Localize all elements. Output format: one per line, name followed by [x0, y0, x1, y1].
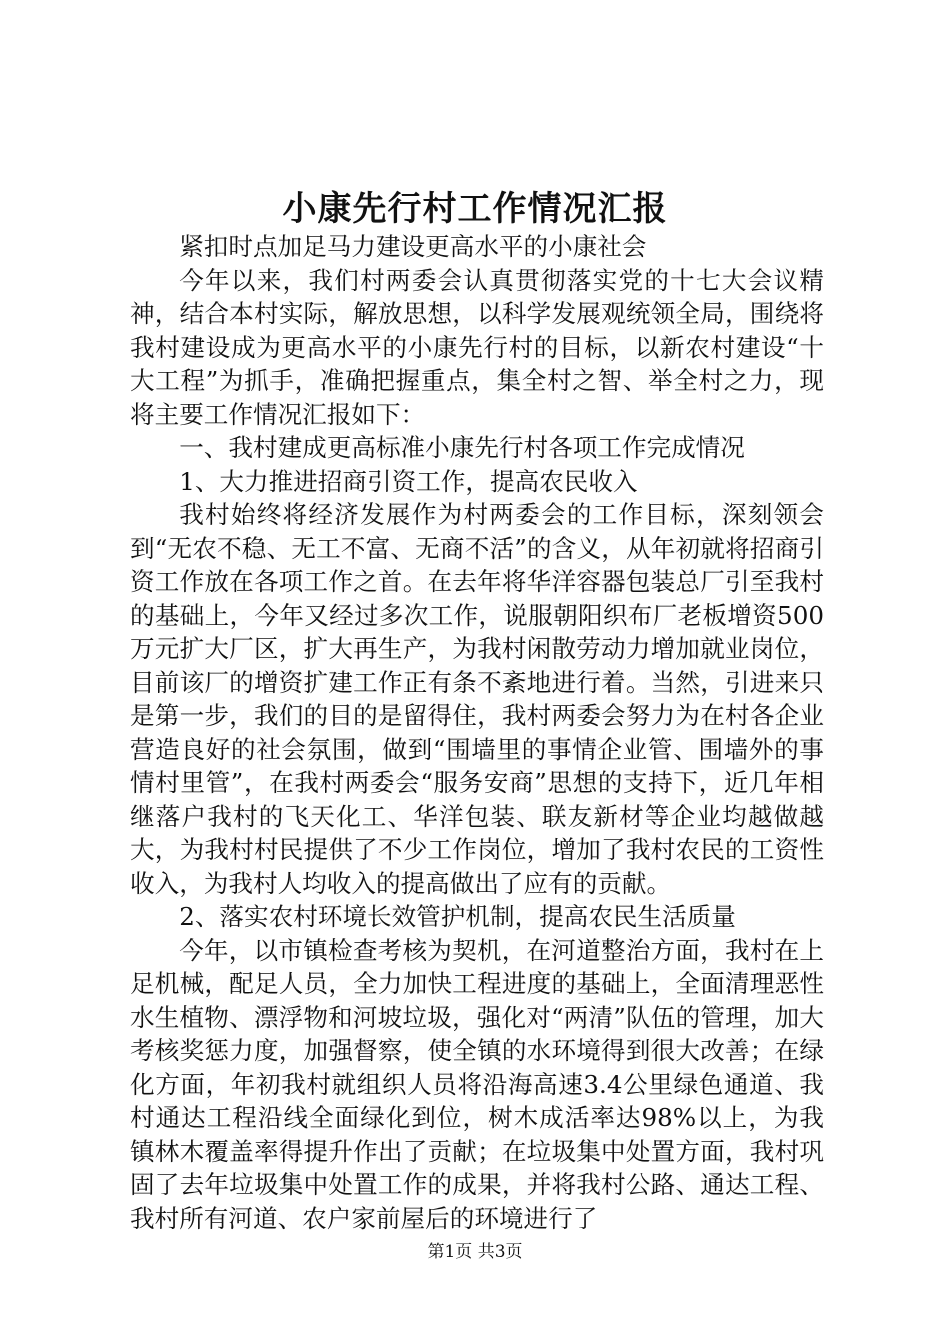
body-paragraph-2: 今年，以市镇检查考核为契机，在河道整治方面，我村在上足机械，配足人员，全力加快工程进度的基础上，全面清理恶性水生植物、漂浮物和河坡垃圾，强化对“两清”队伍的管理，加大考核奖惩力度，加强督察，使全镇的水环境得到很大改善；在绿化方面，年初我村就组织人员将沿海高速3.4公里绿色通道、我村通达工程沿线全面绿化到位，树木成活率达98%以上，为我镇林木覆盖率得提升作出了贡献；在垃圾集中处置方面，我村巩固了去年垃圾集中处置工作的成果，并将我村公路、通达工程、我村所有河道、农户家前屋后的环境进行了	[130, 935, 824, 1233]
intro-paragraph: 今年以来，我们村两委会认真贯彻落实党的十七大会议精神，结合本村实际，解放思想，以科学发展观统领全局，围绕将我村建设成为更高水平的小康先行村的目标，以新农村建设“十大工程”为抓手，准确把握重点，集全村之智、举全村之力，现将主要工作情况汇报如下：	[130, 265, 824, 429]
subtitle-paragraph: 紧扣时点加足马力建设更高水平的小康社会	[179, 232, 647, 261]
document-body	[130, 230, 824, 1235]
document-title: 小康先行村工作情况汇报	[282, 189, 668, 229]
subsection-heading-1: 1、大力推进招商引资工作，提高农民收入	[179, 466, 638, 496]
section-heading-1: 一、我村建成更高标准小康先行村各项工作完成情况	[179, 433, 745, 462]
subsection-heading-2: 2、落实农村环境长效管护机制，提高农民生活质量	[179, 902, 736, 931]
body-paragraph-1: 我村始终将经济发展作为村两委会的工作目标，深刻领会到“无农不稳、无工不富、无商不活”的含义，从年初就将招商引资工作放在各项工作之首。在去年将华洋容器包装总厂引至我村的基础上，今年又经过多次工作，说服朝阳织布厂老板增资500万元扩大厂区，扩大再生产，为我村闲散劳动力增加就业岗位，目前该厂的增资扩建工作正有条不紊地进行着。当然，引进来只是第一步，我们的目的是留得住，我村两委会努力为在村各企业营造良好的社会氛围，做到“围墙里的事情企业管、围墙外的事情村里管”，在我村两委会“服务安商”思想的支持下，近几年相继落户我村的飞天化工、华洋包装、联友新材等企业均越做越大，为我村村民提供了不少工作岗位，增加了我村农民的工资性收入，为我村人均收入的提高做出了应有的贡献。	[130, 500, 824, 898]
page-footer: 第1页 共3页	[427, 1242, 523, 1262]
